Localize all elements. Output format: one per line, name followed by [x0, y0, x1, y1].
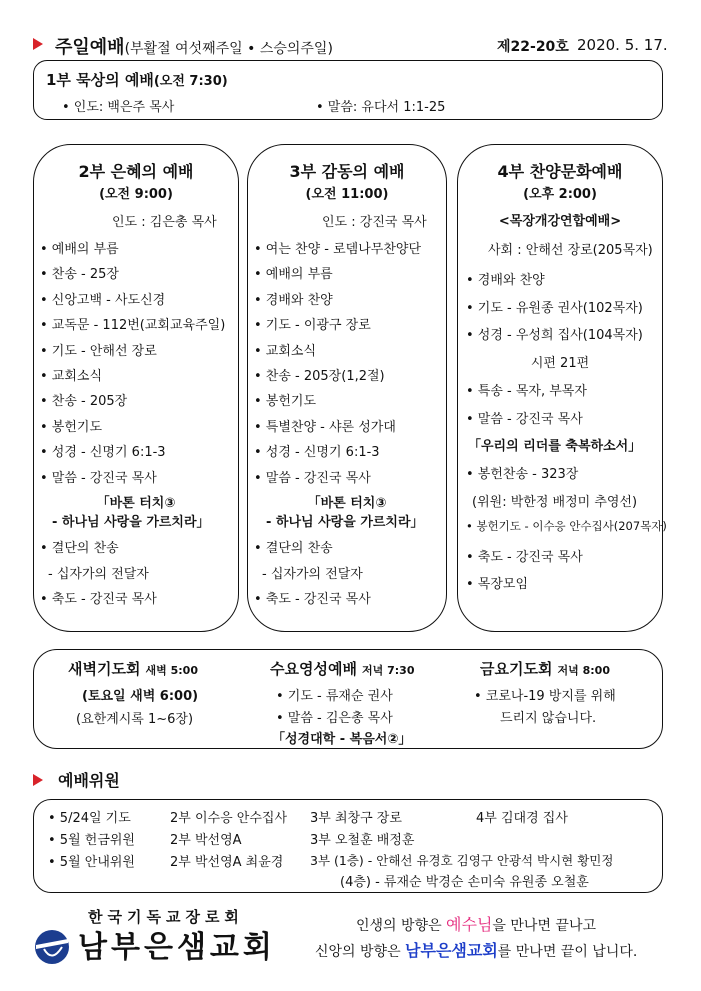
committee-box — [33, 799, 663, 893]
slogan-text: 을 만나면 끝나고 — [492, 918, 596, 934]
list-item: - 십자가의 전달자 — [48, 567, 149, 582]
service1-box — [33, 60, 663, 120]
list-item: • 기도 - 안해선 장로 — [40, 343, 157, 359]
service2-leader: 인도 : 김은총 목사 — [112, 215, 217, 230]
list-item: • 축도 - 강진국 목사 — [254, 592, 371, 607]
committee-cell: 3부 최창구 장로 — [310, 811, 402, 826]
church-logo-icon — [34, 929, 70, 965]
committee-cell: 3부 (1층) - 안해선 유경호 김영구 안광석 박시현 황민정 — [310, 853, 614, 868]
service1-leader: • 인도: 백은주 목사 — [62, 100, 175, 115]
service1-title: 1부 묵상의 예배 — [46, 71, 154, 89]
list-item: • 봉헌찬송 - 323장 — [466, 467, 579, 482]
service2-sermon-title-2: - 하나님 사랑을 가르치라」 — [52, 515, 210, 530]
service2-time: (오전 9:00) — [99, 187, 173, 202]
list-item: • 기도 - 이광구 장로 — [254, 318, 371, 334]
slogan-line-2 — [315, 938, 637, 961]
wednesday-sermon: • 말씀 - 김은총 목사 — [276, 711, 393, 726]
committee-cell: 2부 이수응 안수집사 — [170, 811, 287, 826]
list-item: • 말씀 - 강진국 목사 — [466, 412, 583, 427]
service2-title: 2부 은혜의 예배 — [78, 162, 194, 181]
service3-title: 3부 감동의 예배 — [289, 162, 405, 181]
wednesday-prayer: • 기도 - 류재순 권사 — [276, 689, 393, 704]
wednesday-title: 수요영성예배 — [270, 660, 357, 678]
slogan-text: 를 만나면 끝이 납니다. — [497, 944, 638, 960]
list-item: • 찬송 - 25장 — [40, 267, 119, 283]
service3-sermon-title-2: - 하나님 사랑을 가르치라」 — [266, 515, 424, 530]
service1-time: (오전 7:30) — [153, 74, 228, 89]
service3-leader: 인도 : 강진국 목사 — [322, 215, 427, 230]
committee-cell: 4부 김대경 집사 — [476, 811, 568, 826]
wednesday-sermon-title: 「성경대학 - 복음서②」 — [272, 732, 412, 747]
service4-psalm: 시편 21편 — [530, 356, 590, 371]
weekday-box — [33, 649, 663, 749]
list-item: • 찬송 - 205장(1,2절) — [254, 368, 385, 384]
committee-cell: 3부 오철훈 배정훈 — [310, 833, 415, 848]
list-item: • 말씀 - 강진국 목사 — [254, 470, 371, 486]
list-item: • 예배의 부름 — [40, 242, 119, 257]
list-item: • 찬송 - 205장 — [40, 394, 128, 410]
slogan-highlight: 예수님 — [446, 915, 493, 934]
church-name: 남부은샘교회 — [78, 930, 276, 965]
list-item: • 기도 - 유원종 권사(102목자) — [466, 301, 643, 316]
list-item: • 성경 - 우성희 집사(104목자) — [466, 328, 643, 343]
slogan-highlight: 남부은샘교회 — [405, 941, 498, 960]
committee-row4: (4층) - 류재순 박경순 손미숙 유원종 오철훈 — [340, 875, 589, 890]
section-marker-icon — [33, 774, 43, 786]
list-item: - 십자가의 전달자 — [262, 567, 363, 582]
dawn-saturday: (토요일 새벽 6:00) — [82, 689, 199, 704]
list-item: • 교독문 - 112번(교회교육주일) — [40, 318, 226, 334]
list-item: • 신앙고백 - 사도신경 — [40, 292, 166, 308]
service4-title: 4부 찬양문화예배 — [497, 162, 623, 181]
list-item: • 결단의 찬송 — [40, 541, 119, 556]
slogan-line-1 — [356, 912, 596, 935]
service3-time: (오전 11:00) — [305, 187, 389, 202]
service3-box — [247, 144, 447, 632]
list-item: • 특별찬양 - 샤론 성가대 — [254, 419, 396, 435]
dawn-title: 새벽기도회 — [68, 660, 141, 678]
service4-leader: 사회 : 안해선 장로(205목자) — [488, 243, 653, 258]
list-item: • 경배와 찬양 — [254, 292, 333, 308]
list-item: • 결단의 찬송 — [254, 541, 333, 556]
service3-order — [254, 238, 421, 492]
page-header — [55, 33, 333, 59]
list-item: • 말씀 - 강진국 목사 — [40, 470, 157, 486]
service1-sermon: • 말씀: 유다서 1:1-25 — [316, 100, 446, 115]
wednesday-time: 저녁 7:30 — [362, 664, 415, 677]
list-item: • 봉헌기도 — [40, 419, 103, 435]
committee-row-label: • 5/24일 기도 — [48, 811, 131, 826]
service4-ushers: (위원: 박한정 배정미 추영선) — [472, 495, 638, 510]
issue-date: 2020. 5. 17. — [577, 36, 668, 54]
friday-title: 금요기도회 — [480, 660, 553, 678]
committee-heading: 예배위원 — [58, 771, 120, 790]
committee-row-label: • 5월 안내위원 — [48, 855, 135, 870]
list-item: • 교회소식 — [40, 368, 103, 384]
list-item: • 여는 찬양 - 로뎀나무찬양단 — [254, 242, 422, 257]
list-item: • 봉헌기도 - 이수응 안수집사(207목자) — [466, 519, 667, 533]
service4-box — [457, 144, 667, 632]
list-item: • 경배와 찬양 — [466, 273, 545, 288]
list-item: • 성경 - 신명기 6:1-3 — [254, 445, 380, 461]
list-item: • 예배의 부름 — [254, 267, 333, 283]
denomination-name: 한국기독교장로회 — [88, 908, 244, 926]
list-item: • 교회소식 — [254, 343, 317, 359]
slogan-text: 인생의 방향은 — [356, 918, 447, 934]
committee-row-label: • 5월 헌금위원 — [48, 833, 135, 848]
list-item: • 특송 - 목자, 부목자 — [466, 384, 587, 399]
section-marker-icon — [33, 38, 43, 50]
service4-time: (오후 2:00) — [523, 187, 597, 202]
list-item: • 축도 - 강진국 목사 — [466, 550, 583, 565]
page-subtitle: (부활절 여섯째주일 • 스승의주일) — [124, 41, 333, 57]
dawn-text: (요한계시록 1~6장) — [76, 712, 194, 727]
committee-cell: 2부 박선영A 최윤경 — [170, 855, 284, 870]
friday-time: 저녁 8:00 — [557, 664, 610, 677]
list-item: • 봉헌기도 — [254, 394, 317, 410]
issue-number: 제22-20호 — [497, 39, 569, 55]
service4-sermon-title: 「우리의 리더를 축복하소서」 — [468, 439, 642, 454]
service3-sermon-title: 「바톤 터치③ — [307, 496, 387, 511]
list-item: • 목장모임 — [466, 577, 529, 592]
service2-sermon-title: 「바톤 터치③ — [96, 496, 176, 511]
list-item: • 성경 - 신명기 6:1-3 — [40, 445, 166, 461]
dawn-time: 새벽 5:00 — [145, 664, 198, 677]
service4-subtitle: <목장개강연합예배> — [498, 214, 622, 229]
friday-line1: • 코로나-19 방지를 위해 — [474, 689, 616, 704]
slogan-text: 신앙의 방향은 — [315, 944, 406, 960]
committee-cell: 2부 박선영A — [170, 833, 242, 848]
service2-box — [33, 144, 239, 632]
service2-order — [40, 238, 225, 492]
list-item: • 축도 - 강진국 목사 — [40, 592, 157, 607]
friday-line2: 드리지 않습니다. — [500, 711, 597, 726]
page-title: 주일예배 — [55, 37, 125, 58]
